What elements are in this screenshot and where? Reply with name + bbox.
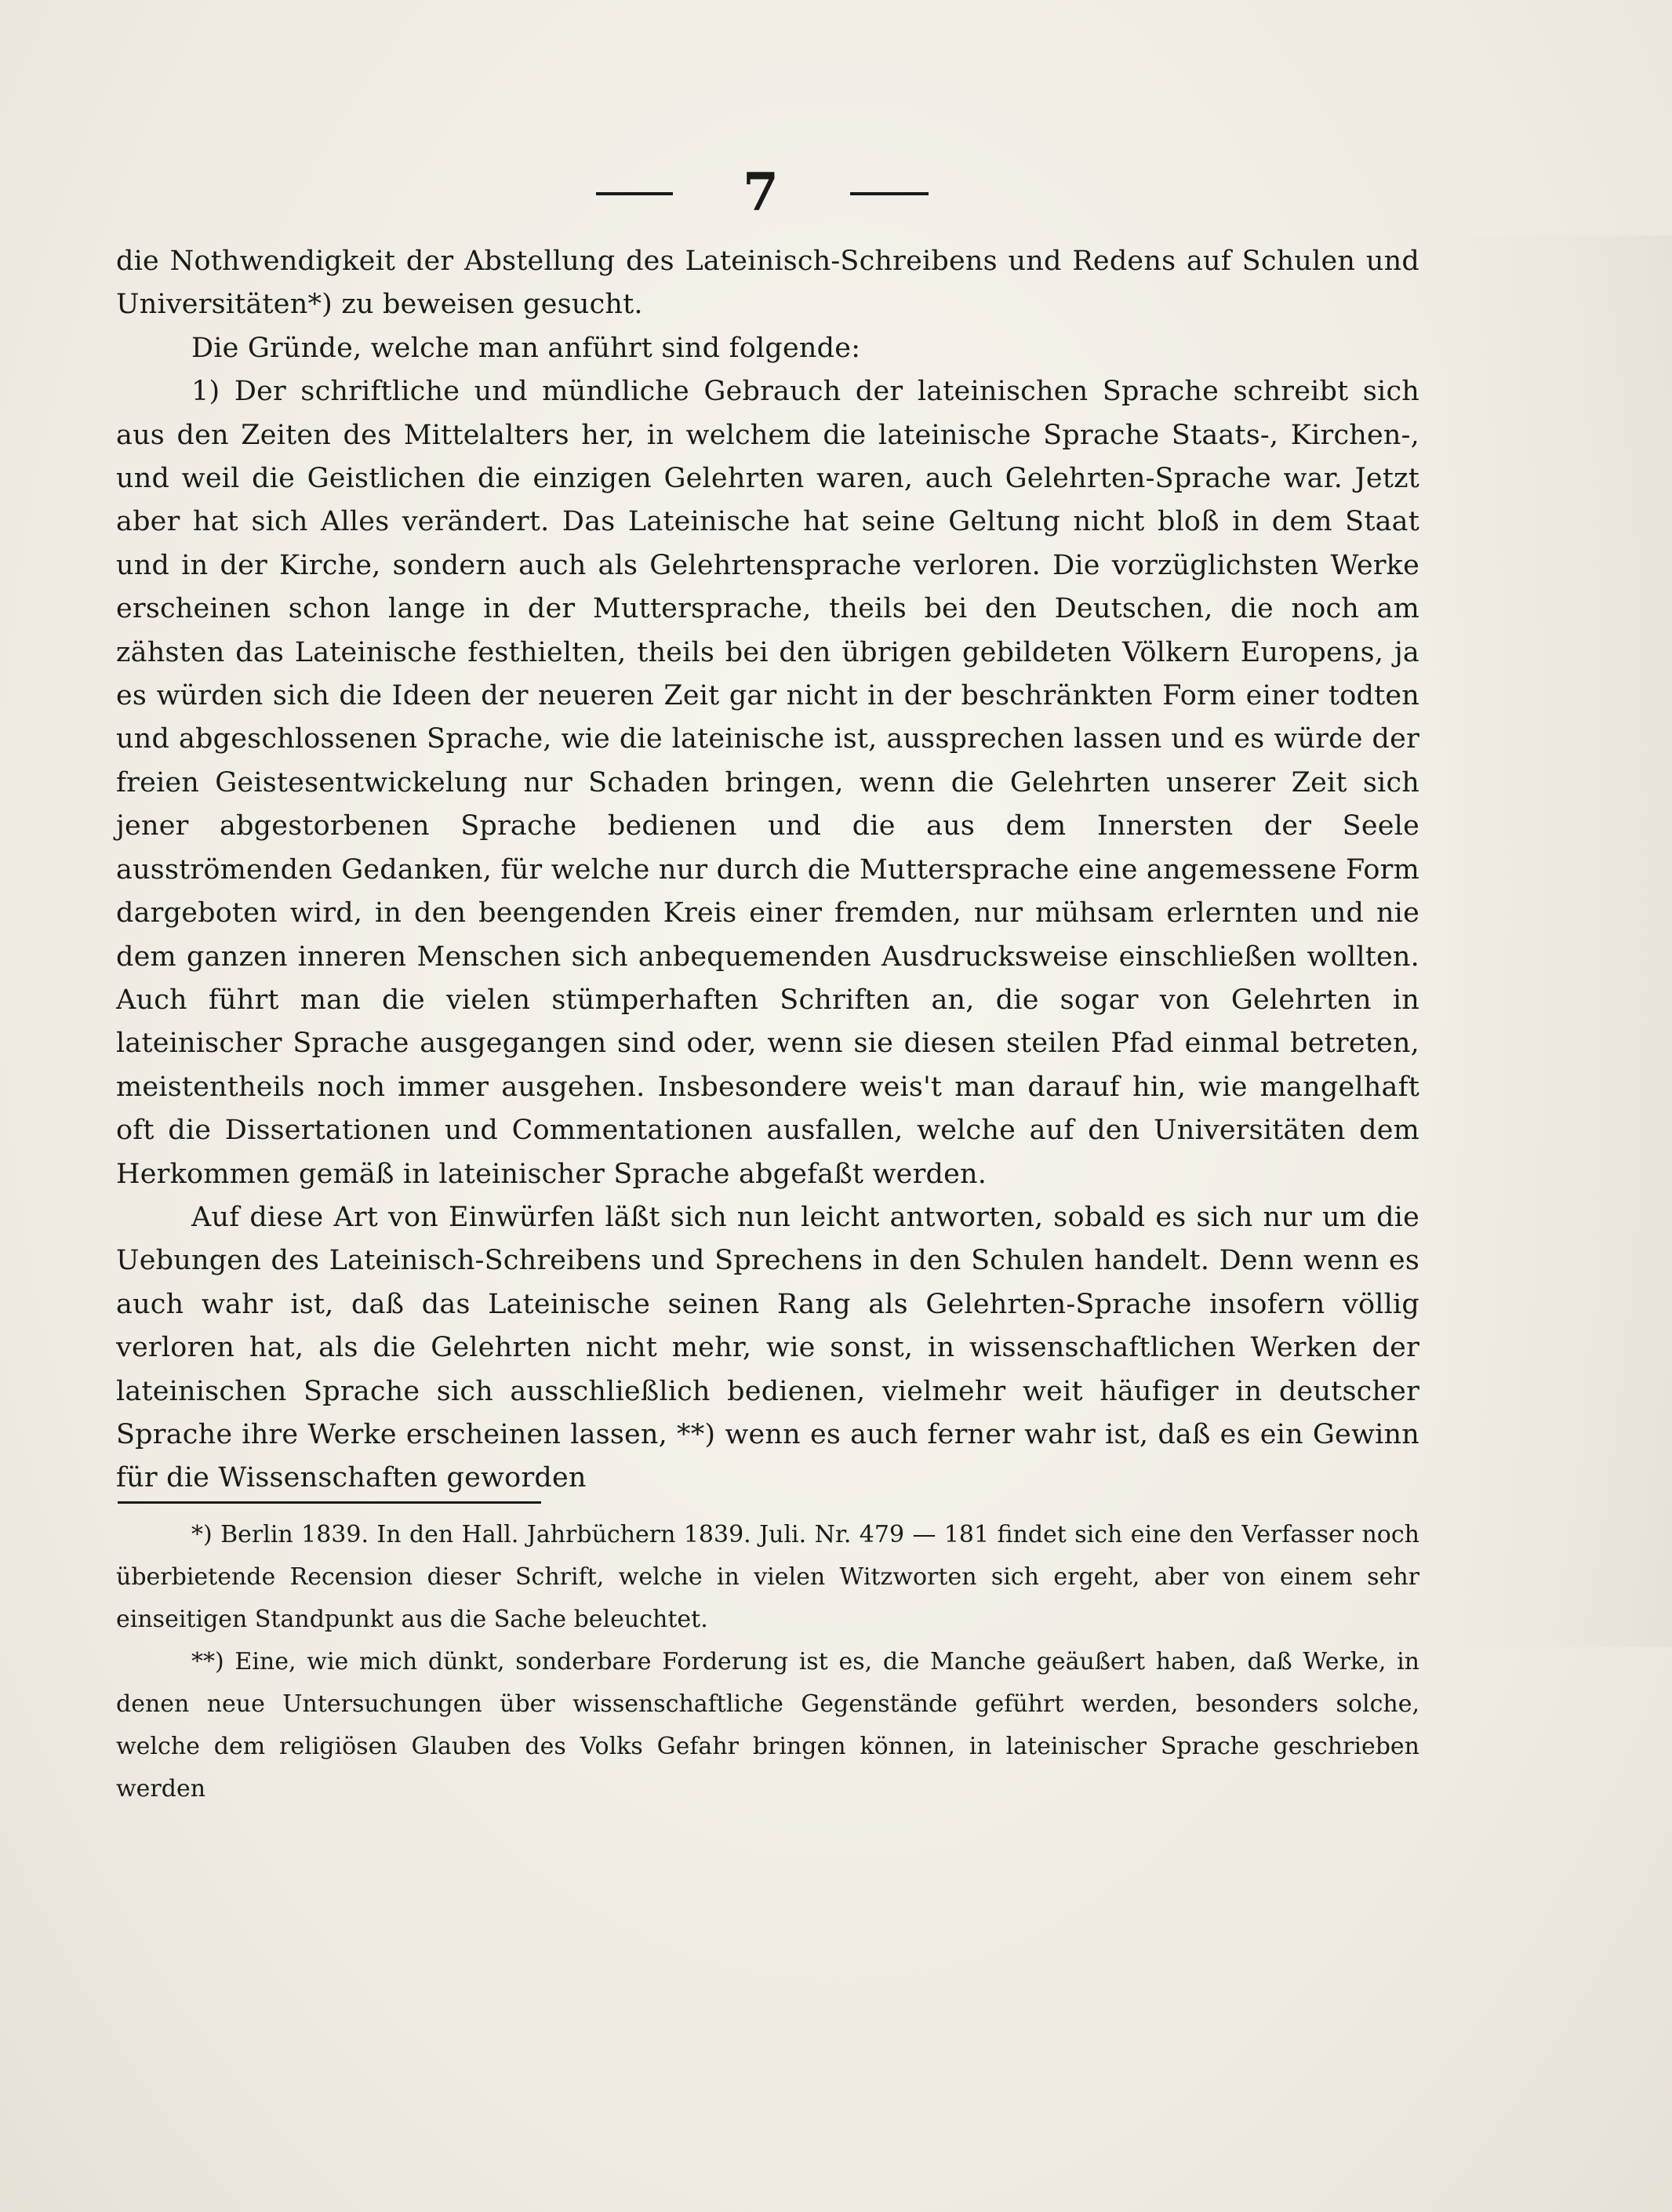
footnote-divider (118, 1501, 541, 1504)
footnotes (116, 1514, 1419, 1810)
body-text (116, 240, 1419, 1501)
header-rule-left (596, 192, 673, 195)
page-header (0, 161, 1672, 224)
paragraph-rebuttal: Auf diese Art von Einwürfen läßt sich nun leicht antworten, sobald es sich nur um die Uebungen des Lateinisch-Schreibens und Sprechens in den Schulen handelt. Denn wenn es auch wahr ist, daß das Lateinische seinen Rang als Gelehrten-Sprache insofern völlig verloren hat, als die Gelehrten nicht mehr, wie sonst, in wissenschaftlichen Werken der lateinischen Sprache sich ausschließlich bedienen, vielmehr weit häufiger in deutscher Sprache ihre Werke erscheinen lassen, **) wenn es auch ferner wahr ist, daß es ein Gewinn für die Wissenschaften geworden (116, 1201, 1419, 1494)
page-bleed-shadow (1437, 235, 1672, 1647)
header-rule-right (850, 192, 929, 195)
footnote-1: *) Berlin 1839. In den Hall. Jahrbüchern 1839. Juli. Nr. 479 — 181 findet sich eine den Verfasser noch überbietende Recension dieser Schrift, welche in vielen Witzworten sich ergeht, aber von einem sehr einseitigen Standpunkt aus die Sache beleuchtet. (116, 1521, 1419, 1633)
paragraph-continuation: die Nothwendigkeit der Abstellung des Lateinisch-Schreibens und Redens auf Schulen und Universitäten*) zu beweisen gesucht. (116, 246, 1419, 321)
footnote-2: **) Eine, wie mich dünkt, sonderbare Forderung ist es, die Manche geäußert haben, daß Werke, in denen neue Untersuchungen über wissenschaftliche Gegenstände geführt werden, besonders solche, welche dem religiösen Glauben des Volks Gefahr bringen können, in lateinischer Sprache geschrieben werden (116, 1648, 1419, 1803)
paragraph-reasons-intro: Die Gründe, welche man anführt sind folgende: (191, 332, 861, 364)
paragraph-reason-1: 1) Der schriftliche und mündliche Gebrauch der lateinischen Sprache schreibt sich aus den Zeiten des Mittelalters her, in welchem die lateinische Sprache Staats-, Kirchen-, und weil die Geistlichen die einzigen Gelehrten waren, auch Gelehrten-Sprache war. Jetzt aber hat sich Alles verändert. Das Lateinische hat seine Geltung nicht bloß in dem Staat und in der Kirche, sondern auch als Gelehrtensprache verloren. Die vorzüglichsten Werke erscheinen schon lange in der Muttersprache, theils bei den Deutschen, die noch am zähsten das Lateinische festhielten, theils bei den übrigen gebildeten Völkern Europens, ja es würden sich die Ideen der neueren Zeit gar nicht in der beschränkten Form einer todten und abgeschlossenen Sprache, wie die lateinische ist, aussprechen lassen und es würde der freien Geistesentwickelung nur Schaden bringen, wenn die Gelehrten unserer Zeit sich jener abgestorbenen Sprache bedienen und die aus dem Innersten der Seele ausströmenden Gedanken, für welche nur durch die Muttersprache eine angemessene Form dargeboten wird, in den beengenden Kreis einer fremden, nur mühsam erlernten und nie dem ganzen inneren Menschen sich anbequemenden Ausdrucksweise einschließen wollten. Auch führt man die vielen stümperhaften Schriften an, die sogar von Gelehrten in lateinischer Sprache ausgegangen sind oder, wenn sie diesen steilen Pfad einmal betreten, meistentheils noch immer ausgehen. Insbesondere weis't man darauf hin, wie mangelhaft oft die Dissertationen und Commentationen ausfallen, welche auf den Universitäten dem Herkommen gemäß in lateinischer Sprache abgefaßt werden. (116, 376, 1419, 1190)
page-number: 7 (743, 162, 779, 223)
